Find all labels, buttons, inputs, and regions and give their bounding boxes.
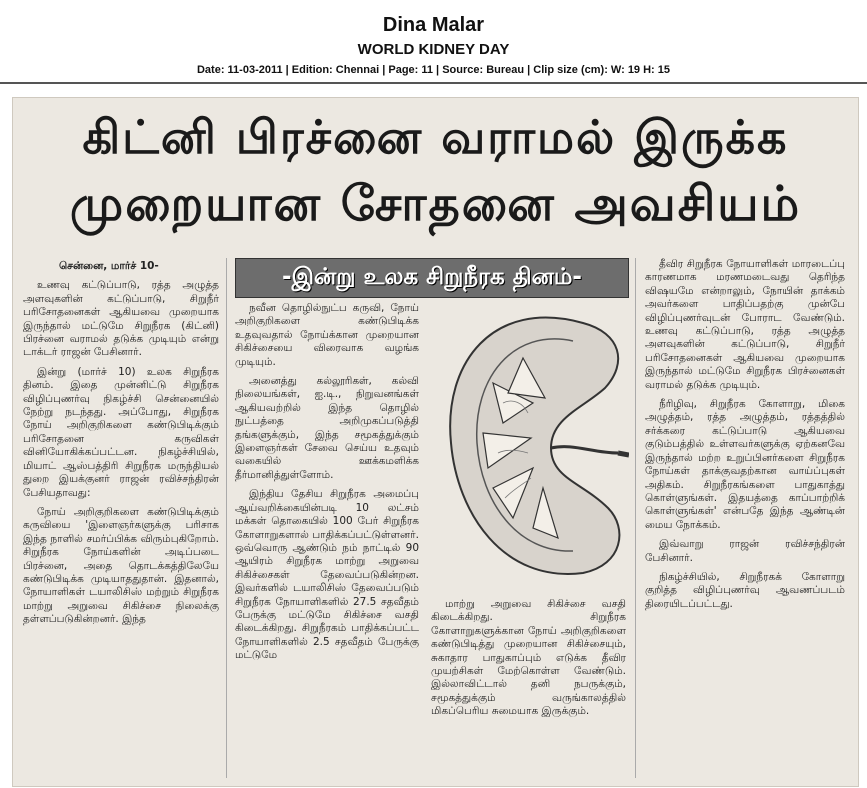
paragraph: உணவு கட்டுப்பாடு, ரத்த அழுத்த அளவுகளின் கட்டுப்பாடு, சிறுநீர் பரிசோதனைகள் ஆகியவை முறையாக இருந்தால் மட்டுமே சிறுநீரக (கிட்னி) பிரச்னை வராமல் தடுக்க முடியும் என்று டாக்டர் ராஜன் பேசினார்.	[23, 279, 219, 359]
banner-text: -இன்று உலக சிறுநீரக தினம்-	[282, 263, 582, 290]
day-banner	[235, 258, 629, 298]
section-title: WORLD KIDNEY DAY	[357, 41, 510, 58]
article-column-2	[235, 302, 419, 782]
clip-header	[0, 0, 867, 84]
article-column-1	[23, 260, 219, 780]
paragraph: இவ்வாறு ராஜன் ரவிச்சந்திரன் பேசினார்.	[645, 538, 845, 564]
clip-metadata: Date: 11-03-2011 | Edition: Chennai | Page: 11 | Source: Bureau | Clip size (cm): W: 19 H: 15	[196, 64, 671, 76]
publication-name: Dina Malar	[382, 14, 485, 36]
headline-line-2: முறையான சோதனை அவசியம்	[69, 176, 802, 232]
paragraph: மாற்று அறுவை சிகிச்சை வசதி கிடைக்கிறது. சிறுநீரக கோளாறுகளுக்கான நோய் அறிகுறிகளை கண்டுபிடித்து முறையான சிகிச்சையும், சுகாதார பாதுகாப்பும் எடுக்க தீவிர முயற்சிகள் மேற்கொள்ள வேண்டும். இல்லாவிட்டால் தனி நபருக்கும், சமூகத்துக்கும் வருங்காலத்தில் மிகப்பெரிய சுமையாக இருக்கும்.	[431, 598, 626, 718]
column-divider	[635, 258, 636, 778]
paragraph: இன்று (மார்ச் 10) உலக சிறுநீரக தினம். இதை முன்னிட்டு சிறுநீரக விழிப்புணர்வு நிகழ்ச்சி சென்னையில் நேற்று நடந்தது. அப்போது, சிறுநீரக நோய் அறிகுறிகளை கண்டுபிடிக்கும் பரிசோதனை கருவிகள் வினியோகிக்கப்பட்டன. நிகழ்ச்சியில், மியாட் ஆஸ்பத்திரி சிறுநீரக மருந்தியல் துறை இயக்குனர் ராஜன் ரவிச்சந்திரன் பேசியதாவது:	[23, 365, 219, 499]
paragraph: தீவிர சிறுநீரக நோயாளிகள் மாரடைப்பு காரணமாக மரணமடைவது தெரிந்த விஷயமே என்றாலும், நோயின் தாக்கம் அவர்களை பாதிப்பதற்கு முன்பே விழிப்புணர்வுடன் போராட வேண்டும். உணவு கட்டுப்பாடு, ரத்த அழுத்த அளவுகளின் கட்டுப்பாடு, சிறுநீர் பரிசோதனைகள் ஆகியவை முறையாக இருந்தால் மட்டுமே சிறுநீரக பிரச்னைகள் வராமல் தடுக்க முடியும்.	[645, 258, 845, 391]
paragraph: நோய் அறிகுறிகளை கண்டுபிடிக்கும் கருவியை 'இளைஞர்களுக்கு பரிசாக இந்த நாளில் சமர்ப்பிக்க விரும்புகிறோம். சிறுநீரக நோய்களின் அடிப்படை பிரச்னை, அதை தொடக்கத்திலேயே கண்டுபிடிக்க முடியாததுதான். இதனால், நோயாளிகள் டயாலிசிஸ் மற்றும் சிறுநீரக மாற்று அறுவை சிகிச்சை நிலைக்கு தள்ளப்படுகின்றனர். இந்த	[23, 505, 219, 626]
paragraph: நிகழ்ச்சியில், சிறுநீரகக் கோளாறு குறித்த விழிப்புணர்வு ஆவணப்படம் திரையிடப்பட்டது.	[645, 570, 845, 610]
paragraph: இந்திய தேசிய சிறுநீரக அமைப்பு ஆய்வறிக்கையின்படி 10 லட்சம் மக்கள் தொகையில் 100 பேர் சிறுநீரக கோளாறுகளால் பாதிக்கப்பட்டுள்ளனர். ஒவ்வொரு ஆண்டும் நம் நாட்டில் 90 ஆயிரம் சிறுநீரக மாற்று அறுவை சிகிச்சைகள் தேவைப்படுகின்றன. இவர்களில் டயாலிசிஸ் தேவைப்படும் சிறுநீரக நோயாளிகளில் 27.5 சதவீதம் பேருக்கு மட்டுமே சிகிச்சை வசதி கிடைக்கிறது. சிறுநீரகம் பாதிக்கப்பட்ட நோயாளிகளில் 2.5 சதவீதம் பேருக்கு மட்டுமே	[235, 488, 419, 662]
article-column-4	[645, 258, 845, 778]
paragraph: அனைத்து கல்லூரிகள், கல்வி நிலையங்கள், ஐ.டி., நிறுவனங்கள் ஆகியவற்றில் இந்த தொழில் நுட்பத்தை அறிமுகப்படுத்தி தங்களுக்கும், இந்த சமூகத்துக்கும் இளைஞர்கள் சேவை செய்ய உதவும் வகையில் ஊக்கமளிக்க தீர்மானித்துள்ளோம்.	[235, 375, 419, 481]
newspaper-clipping	[12, 97, 859, 787]
dateline: சென்னை, மார்ச் 10-	[59, 260, 159, 272]
paragraph: நவீன தொழில்நுட்ப கருவி, நோய் அறிகுறிகளை கண்டுபிடிக்க உதவுவதால் நோய்க்கான முறையான சிகிச்சையை விரைவாக வழங்க முடியும்.	[235, 302, 419, 368]
header-divider	[0, 82, 867, 84]
paragraph: நீரிழிவு, சிறுநீரக கோளாறு, மிகை அழுத்தம், ரத்த அழுத்தம், ரத்தத்தில் சர்க்கரை கட்டுப்பாடு ஆகியவை குடும்பத்தில் உள்ளவர்களுக்கு ஏற்கனவே இருந்தால் மற்ற உறுப்பினர்களை சிறுநீரக நோய்கள் தாக்குவதற்கான வாய்ப்புகள் அதிகம். சிறுநீரகங்களை பாதுகாத்து கொள்ளுங்கள். இதயத்தை காப்பாற்றிக் கொள்ளுங்கள்' என்பதே இந்த ஆண்டின் மைய நோக்கம்.	[645, 398, 845, 531]
kidney-illustration	[433, 303, 629, 593]
article-column-3	[431, 598, 626, 778]
headline-line-1: கிட்னி பிரச்னை வராமல் இருக்க	[82, 110, 789, 164]
column-divider	[226, 258, 227, 778]
